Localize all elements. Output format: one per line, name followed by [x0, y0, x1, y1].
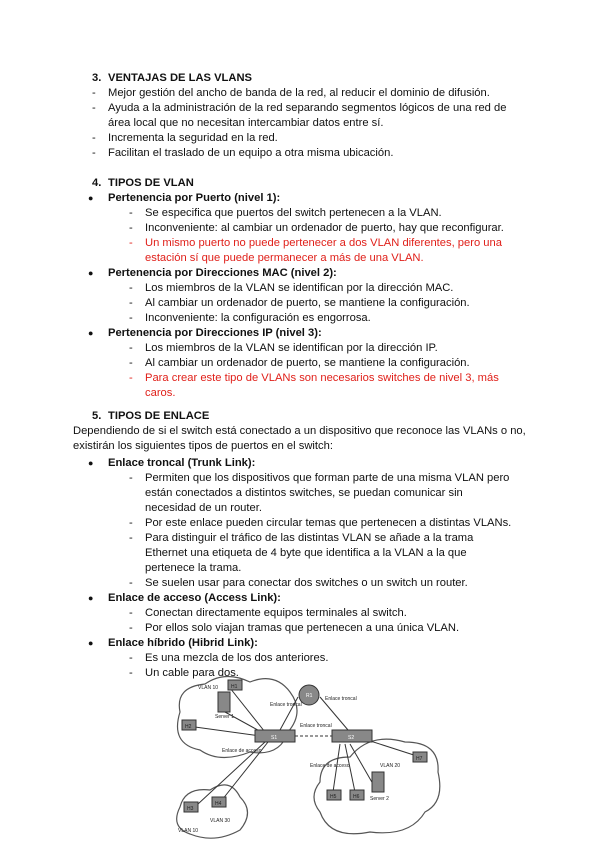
list-item-text: Permiten que los dispositivos que forman parte de una misma VLAN pero están conectados a distintos switches, se puedan comunicar sin necesidad de un router.	[145, 472, 510, 514]
dash-marker: -	[129, 622, 133, 634]
dash-marker: -	[129, 207, 133, 219]
dash-marker: -	[92, 102, 96, 114]
dash-marker: -	[129, 312, 133, 324]
list-item	[0, 576, 600, 591]
label: Server 2	[370, 796, 389, 802]
bullet-heading-text: Enlace híbrido (Hibrid Link):	[108, 637, 258, 649]
label: Server 1	[215, 714, 234, 720]
server2-icon	[372, 772, 384, 792]
list-item	[0, 606, 600, 621]
bullet-heading	[0, 636, 600, 651]
list-item	[0, 86, 600, 101]
list-item-text: Los miembros de la VLAN se identifican por la dirección IP.	[145, 342, 438, 354]
dash-marker: -	[129, 342, 133, 354]
section-number: 4.	[92, 177, 102, 189]
bullet-marker: ●	[88, 328, 94, 338]
list-item-text: Incrementa la seguridad en la red.	[108, 132, 278, 144]
bullet-heading-text: Enlace troncal (Trunk Link):	[108, 457, 256, 469]
bullet-marker: ●	[88, 193, 94, 203]
list-item	[0, 296, 600, 311]
bullet-heading-text: Pertenencia por Direcciones IP (nivel 3):	[108, 327, 322, 339]
list-item-text: Inconveniente: al cambiar un ordenador de puerto, hay que reconfigurar.	[145, 222, 504, 234]
list-item-text: Ayuda a la administración de la red separando segmentos lógicos de una red de área local que no necesitan intercambiar datos entre sí.	[108, 102, 507, 129]
label: S2	[348, 735, 355, 741]
list-item-text: Para crear este tipo de VLANs son necesarios switches de nivel 3, más caros.	[145, 372, 499, 399]
dash-marker: -	[129, 667, 133, 679]
label: R1	[306, 693, 313, 699]
dash-marker: -	[129, 357, 133, 369]
label: VLAN 10	[198, 685, 219, 691]
list-item	[0, 101, 600, 131]
list-item	[0, 206, 600, 221]
list-item	[0, 651, 600, 666]
label: H3	[187, 806, 194, 812]
list-item-text: Mejor gestión del ancho de banda de la red, al reducir el dominio de difusión.	[108, 87, 490, 99]
section-title: VENTAJAS DE LAS VLANS	[108, 72, 253, 84]
dash-marker: -	[92, 87, 96, 99]
section-3	[0, 71, 600, 161]
dash-marker: -	[129, 472, 133, 484]
label: Enlace de acceso	[222, 748, 262, 754]
section-number: 5.	[92, 410, 102, 422]
section-5	[0, 409, 600, 681]
list-item	[0, 221, 600, 236]
dash-marker: -	[129, 607, 133, 619]
bullet-heading	[0, 456, 600, 471]
list-item	[0, 531, 600, 576]
label: H6	[353, 794, 360, 800]
bullet-heading	[0, 191, 600, 206]
list-item-text: Al cambiar un ordenador de puerto, se mantiene la configuración.	[145, 297, 470, 309]
label: H2	[185, 724, 192, 730]
section-title: TIPOS DE ENLACE	[108, 410, 210, 422]
list-item	[0, 356, 600, 371]
server1-icon	[218, 692, 230, 712]
bullet-heading-text: Enlace de acceso (Access Link):	[108, 592, 281, 604]
list-item	[0, 621, 600, 636]
dash-marker: -	[129, 517, 133, 529]
section-number: 3.	[92, 72, 102, 84]
list-item	[0, 371, 600, 401]
list-item-text: Conectan directamente equipos terminales al switch.	[145, 607, 407, 619]
dash-marker: -	[129, 237, 133, 249]
list-item-text: Inconveniente: la configuración es engorrosa.	[145, 312, 371, 324]
label: VLAN 20	[380, 763, 401, 769]
label: H1	[231, 684, 238, 690]
list-item-text: Facilitan el traslado de un equipo a otra misma ubicación.	[108, 147, 394, 159]
list-item	[0, 341, 600, 356]
intro-paragraph: Dependiendo de si el switch está conectado a un dispositivo que reconoce las VLANs o no, existirán los siguientes tipos de puertos en el switch:	[73, 425, 526, 452]
dash-marker: -	[129, 652, 133, 664]
list-item	[0, 471, 600, 516]
list-item-text: Se suelen usar para conectar dos switches o un switch un router.	[145, 577, 468, 589]
label: H5	[330, 794, 337, 800]
list-item-text: Para distinguir el tráfico de las distintas VLAN se añade a la trama Ethernet una etiqueta de 4 byte que identifica a la VLAN a la que pertenece la trama.	[145, 532, 474, 574]
section-4	[0, 176, 600, 401]
bullet-marker: ●	[88, 593, 94, 603]
dash-marker: -	[129, 222, 133, 234]
list-item-text: Por ellos solo viajan tramas que pertenecen a una única VLAN.	[145, 622, 460, 634]
list-item	[0, 516, 600, 531]
label: Enlace troncal	[325, 696, 357, 702]
label: Enlace de acceso	[310, 763, 350, 769]
dash-marker: -	[129, 297, 133, 309]
bullet-marker: ●	[88, 268, 94, 278]
vlan-network-diagram	[170, 672, 445, 844]
dash-marker: -	[92, 132, 96, 144]
bullet-heading-text: Pertenencia por Puerto (nivel 1):	[108, 192, 281, 204]
list-item-text: Se especifica que puertos del switch pertenecen a la VLAN.	[145, 207, 442, 219]
bullet-heading-text: Pertenencia por Direcciones MAC (nivel 2):	[108, 267, 337, 279]
list-item-text: Al cambiar un ordenador de puerto, se mantiene la configuración.	[145, 357, 470, 369]
list-item	[0, 311, 600, 326]
label: VLAN 30	[210, 818, 231, 824]
bullet-heading	[0, 591, 600, 606]
label: Enlace troncal	[300, 723, 332, 729]
bullet-marker: ●	[88, 638, 94, 648]
dash-marker: -	[92, 147, 96, 159]
dash-marker: -	[129, 532, 133, 544]
list-item-text: Un cable para dos.	[145, 667, 239, 679]
bullet-heading	[0, 326, 600, 341]
list-item-text: Un mismo puerto no puede pertenecer a dos VLAN diferentes, pero una estación sí que puede permanecer a más de una VLAN.	[145, 237, 502, 264]
label: S1	[271, 735, 278, 741]
list-item-text: Los miembros de la VLAN se identifican por la dirección MAC.	[145, 282, 454, 294]
section-title: TIPOS DE VLAN	[108, 177, 194, 189]
list-item-text: Es una mezcla de los dos anteriores.	[145, 652, 329, 664]
label: Enlace troncal	[270, 702, 302, 708]
bullet-heading	[0, 266, 600, 281]
label: H4	[215, 801, 222, 807]
dash-marker: -	[129, 282, 133, 294]
label: VLAN 10	[178, 828, 199, 834]
dash-marker: -	[129, 577, 133, 589]
list-item	[0, 131, 600, 146]
list-item	[0, 281, 600, 296]
list-item-text: Por este enlace pueden circular temas que pertenecen a distintas VLANs.	[145, 517, 512, 529]
list-item	[0, 236, 600, 266]
bullet-marker: ●	[88, 458, 94, 468]
dash-marker: -	[129, 372, 133, 384]
label: H7	[416, 756, 423, 762]
list-item	[0, 146, 600, 161]
